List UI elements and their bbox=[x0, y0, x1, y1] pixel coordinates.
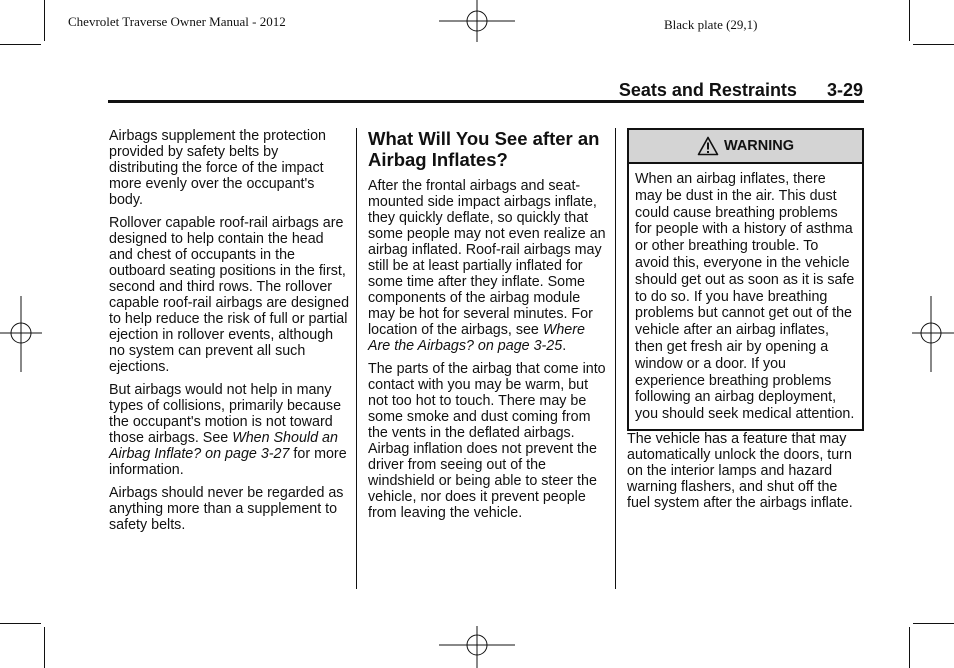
cross-reference-link[interactable]: When Should an Airbag Inflate? on page 3-27 bbox=[109, 430, 338, 462]
section-header bbox=[619, 80, 863, 101]
paragraph: The parts of the airbag that come into contact with you may be warm, but not too hot to touch. There may be some smoke and dust coming from the vents in the deflated airbags. Airbag inflation does not prevent the driver from seeing out of the windshield or being able to steer the vehicle, nor does it prevent people from leaving the vehicle. bbox=[368, 361, 606, 521]
warning-header bbox=[629, 130, 862, 164]
warning-label: WARNING bbox=[723, 138, 795, 154]
paragraph: Airbags supplement the protection provided by safety belts by distributing the force of the impact more evenly over the occupant's body. bbox=[109, 128, 326, 208]
registration-mark-left bbox=[0, 296, 42, 372]
header-rule bbox=[108, 100, 864, 103]
paragraph: But airbags would not help in many types of collisions, primarily because the occupant's motion is not toward those airbags. See When Should an Airbag Inflate? on page 3-27 for more information. bbox=[109, 382, 347, 478]
registration-mark-top bbox=[439, 0, 515, 44]
warning-text: When an airbag inflates, there may be dust in the air. This dust could cause breathing problems for people with a history of asthma or other breathing trouble. To avoid this, everyone in the vehicle should get out as soon as it is safe to do so. If you have breathing problems but cannot get out of the vehicle after an airbag inflates, then get fresh air by opening a window or a door. If you experience breathing problems following an airbag deployment, you should seek medical attention. bbox=[635, 171, 855, 423]
column-2 bbox=[368, 128, 606, 528]
registration-mark-bottom bbox=[439, 626, 515, 668]
column-divider-1 bbox=[356, 128, 357, 589]
plate-label: Black plate (29,1) bbox=[664, 17, 758, 32]
page-number: 3-29 bbox=[826, 80, 863, 100]
column-3 bbox=[627, 128, 864, 518]
cross-reference-link[interactable]: Where Are the Airbags? on page 3-25 bbox=[368, 322, 585, 354]
registration-mark-right bbox=[912, 296, 954, 372]
column-1 bbox=[109, 128, 351, 540]
paragraph: After the frontal airbags and seat-mounted side impact airbags inflate, they quickly deflate, so quickly that some people may not even realize an airbag inflated. Roof-rail airbags may still be at least partially inflated for some time after they inflate. Some components of the airbag module may be hot for several minutes. For location of the airbags, see Where Are the Airbags? on page 3-25. bbox=[368, 178, 606, 354]
paragraph: Rollover capable roof-rail airbags are designed to help contain the head and chest of occupants in the outboard seating positions in the first, second and third rows. The rollover capable roof-rail airbags are designed to help reduce the risk of full or partial ejection in rollover events, although no system can prevent all such ejections. bbox=[109, 215, 350, 375]
paragraph: The vehicle has a feature that may automatically unlock the doors, turn on the interior lamps and hazard warning flashers, and shut off the fuel system after the airbags inflate. bbox=[627, 430, 853, 511]
column-divider-2 bbox=[615, 128, 616, 589]
warning-icon bbox=[697, 136, 719, 156]
paragraph: Airbags should never be regarded as anything more than a supplement to safety belts. bbox=[109, 485, 344, 533]
manual-title: Chevrolet Traverse Owner Manual - 2012 bbox=[68, 14, 286, 29]
warning-box bbox=[627, 128, 864, 431]
section-title: Seats and Restraints bbox=[618, 80, 797, 100]
section-heading: What Will You See after an Airbag Inflates? bbox=[368, 128, 600, 170]
